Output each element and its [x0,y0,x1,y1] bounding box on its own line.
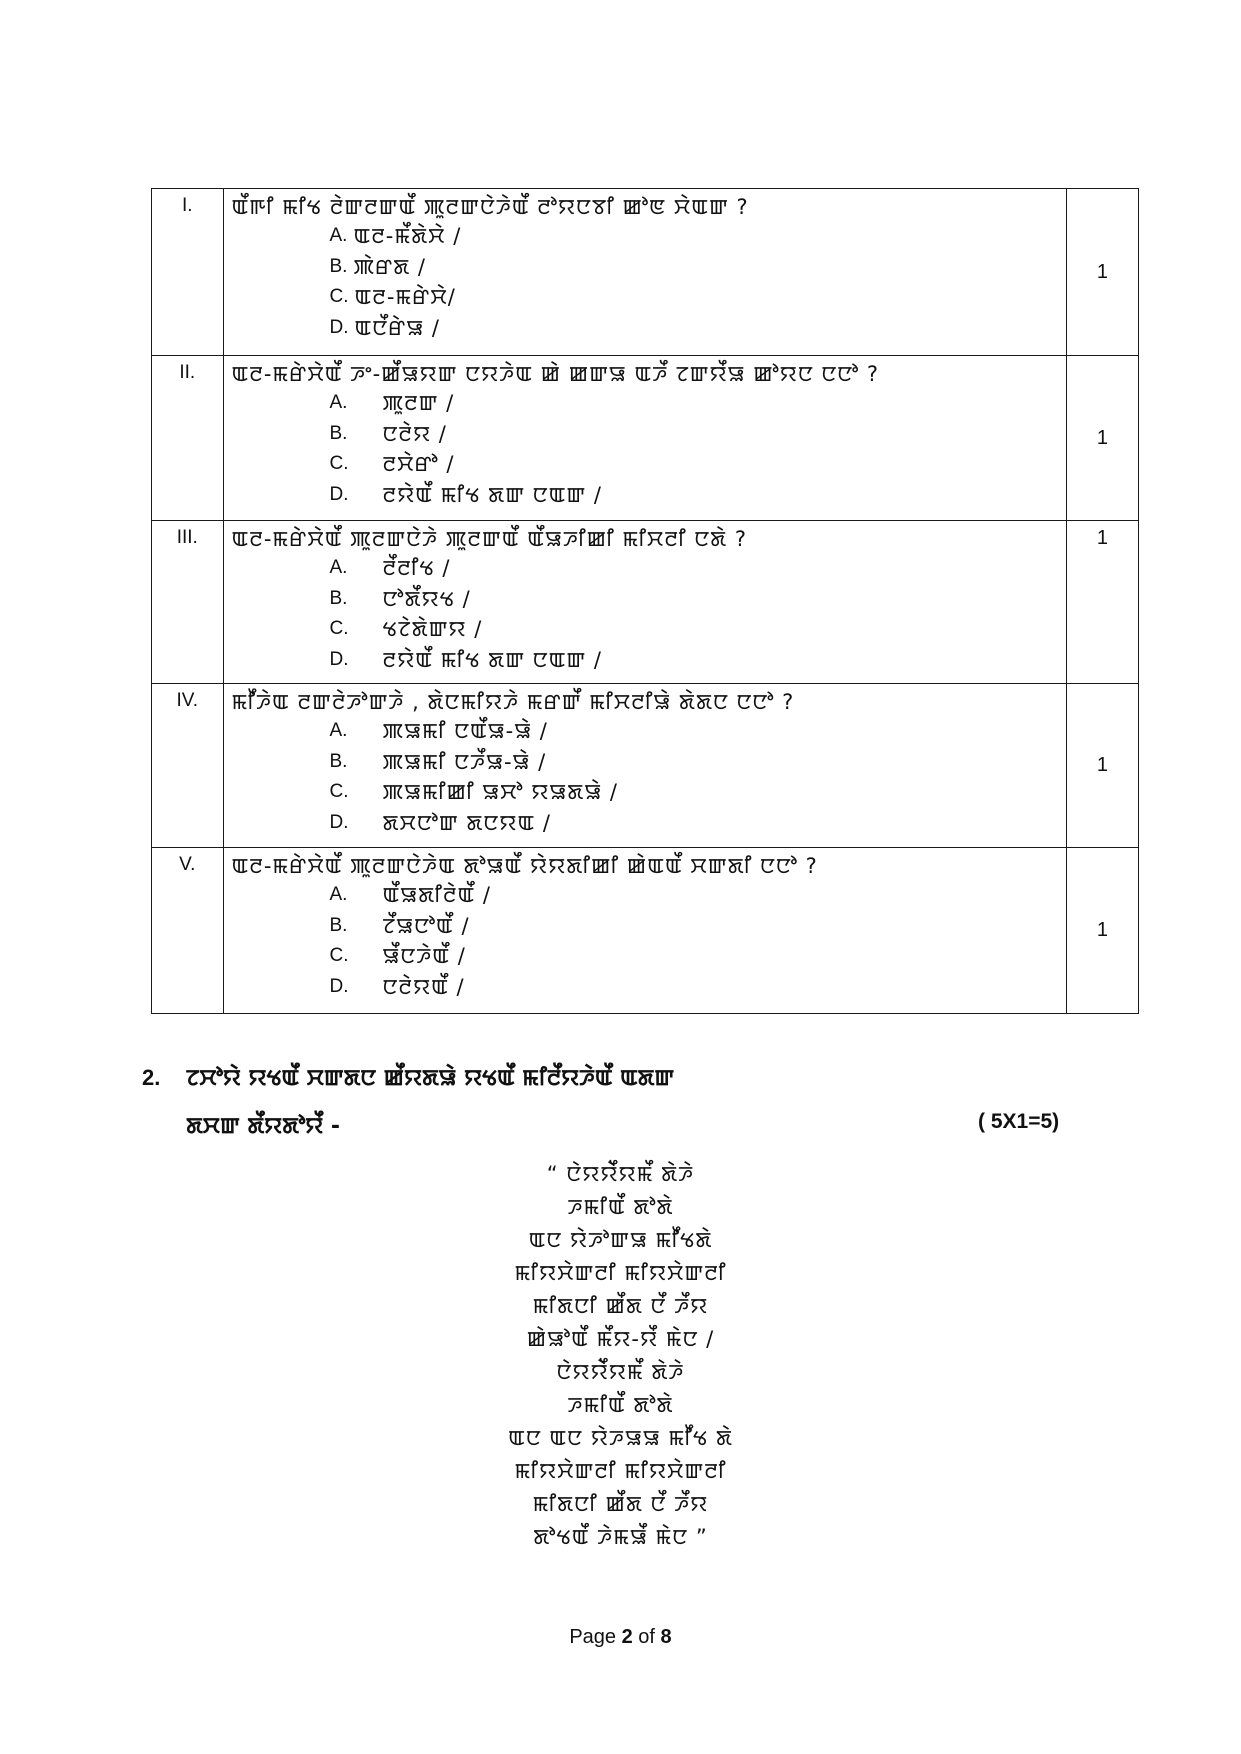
option-letter: D. [329,648,349,670]
answer-option [232,584,1066,615]
answer-option [232,313,1066,344]
question-2-number: 2. [142,1065,161,1090]
question-text: ꯑꯩꯒꯤ ꯃꯤꯠ ꯂꯥꯛꯂꯛꯑꯩ ꯄꯨꯂꯛꯅꯥꯍꯥꯑꯩ ꯂꯣꯌꯅꯕꯤ ꯀꯣꯟ ꯆꯥꯑꯛ ? [231,195,749,219]
question-marks: 1 [1066,848,1138,1014]
option-text: ꯗꯆꯅꯣꯛ ꯗꯅꯌꯑ / [382,810,551,835]
answer-option [232,808,1066,839]
option-letter: C. [329,618,349,639]
question-body [223,356,1066,521]
question-text: ꯃꯤꯩꯍꯥꯑ ꯂꯛꯂꯥꯍꯣꯛꯍꯥ , ꯗꯥꯅꯃꯤꯌꯍꯥ ꯃꯔꯛꯩ ꯃꯤꯆꯂꯤꯎꯥ ꯗꯥꯗꯅ ꯅꯅꯣ ? [231,690,795,714]
page-of-label: of [632,1626,661,1648]
question-text: ꯑꯂ-ꯃꯔꯥꯆꯥꯑꯩ ꯄꯨꯂꯛꯅꯥꯍꯥ ꯄꯨꯂꯛꯑꯩ ꯑꯩꯎꯍꯤꯀꯤ ꯃꯤꯆꯂꯤ ꯅꯗꯥ ? [231,527,748,551]
option-letter: C. [329,781,349,802]
option-text: ꯄꯎꯃꯤ ꯅꯍꯩꯎ-ꯎꯥ / [382,749,547,774]
question-marks: 1 [1066,521,1138,684]
question-body [223,848,1066,1014]
option-letter: A. [329,884,348,905]
page-footer [0,1626,1241,1649]
option-text: ꯂꯆꯥꯔꯣ / [382,452,455,476]
answer-option [232,716,1066,747]
answer-option [232,388,1066,419]
option-letter: D. [329,483,349,505]
question-marks: 1 [1066,684,1138,848]
option-text: ꯑꯂ-ꯃꯩꯗꯥꯆꯥ / [353,224,462,248]
option-text: ꯅꯣꯗꯩꯌꯠ / [382,586,471,611]
option-text: ꯑꯩꯎꯗꯤꯂꯥꯑꯩ / [382,883,491,907]
option-text: ꯅꯂꯥꯌ / [382,421,447,446]
option-letter: A. [329,225,348,246]
question-text: ꯑꯂ-ꯃꯔꯥꯆꯥꯑꯩ ꯄꯨꯂꯛꯅꯥꯍꯥꯑ ꯗꯣꯎꯑꯩ ꯌꯥꯌꯗꯤꯀꯤ ꯀꯥꯑꯑꯩ ꯆꯛꯗꯤ ꯅꯅꯣ ? [231,854,818,878]
question-row [152,356,1139,521]
answer-option [232,911,1066,942]
answer-option [232,553,1066,584]
poem-block [0,1158,1241,1554]
question-text: ꯑꯂ-ꯃꯔꯥꯆꯥꯑꯩ ꯍꯦ-ꯀꯩꯎꯌꯛ ꯅꯌꯍꯥꯑ ꯀꯥ ꯀꯛꯎ ꯑꯍꯩ ꯖꯛꯌꯩꯎ ꯀꯣꯌꯅ ꯅꯅꯣ ? [231,362,880,386]
poem-line: ꯍꯃꯤꯑꯩ ꯗꯣꯗꯥ [567,1393,674,1417]
answer-option [232,252,1066,283]
option-text: ꯄꯎꯃꯤꯀꯤ ꯎꯆꯣ ꯌꯎꯗꯎꯥ / [382,780,618,804]
option-letter: D. [329,975,349,997]
option-text: ꯎꯩꯅꯍꯥꯑꯩ / [382,944,466,968]
answer-option [232,221,1066,252]
poem-line: ꯑꯅ ꯌꯥꯍꯣꯛꯎ ꯃꯤꯩꯠꯗꯥ [528,1228,713,1252]
current-page: 2 [621,1626,633,1648]
option-text: ꯂꯩꯂꯤꯠ / [382,556,451,580]
question-row [152,189,1139,356]
questions-table [151,188,1139,1014]
answer-option [232,614,1066,645]
option-letter: D. [329,316,349,338]
question-number: III. [152,521,224,684]
option-letter: C. [329,286,349,307]
option-letter: C. [329,945,349,966]
question-2-line-2: ꯗꯆꯛ ꯗꯩꯌꯗꯣꯌꯩ - [186,1114,341,1139]
poem-line: ꯑꯅ ꯑꯅ ꯌꯥꯍꯎꯎ ꯃꯤꯩꯠ ꯗꯥ [508,1426,733,1450]
option-letter: A. [329,557,348,578]
option-text: ꯠꯖꯥꯗꯥꯛꯌ / [382,617,483,641]
poem-line: “ ꯅꯥꯌꯌꯥꯩꯌꯃꯩ ꯗꯥꯍꯥ [546,1162,695,1186]
option-text: ꯖꯩꯎꯅꯣꯑꯩ / [382,913,470,938]
question-marks: 1 [1066,189,1138,356]
answer-option [232,747,1066,778]
question-body [223,521,1066,684]
question-row [152,684,1139,848]
question-2-marks: ( 5X1=5) [978,1110,1060,1133]
option-text: ꯂꯌꯥꯑꯩ ꯃꯤꯠ ꯗꯛ ꯅꯑꯛ / [382,647,602,672]
option-text: ꯅꯂꯥꯌꯑꯩ / [382,974,465,999]
poem-line: ꯃꯤꯌꯆꯥꯛꯂꯤ ꯃꯤꯌꯆꯥꯛꯂꯤ [514,1459,727,1483]
question-row [152,521,1139,684]
option-text: ꯑꯅꯩꯔꯥꯎ / [354,315,440,340]
question-number: V. [152,848,224,1014]
poem-line: ꯍꯃꯤꯑꯩ ꯗꯣꯗꯥ [567,1195,674,1219]
total-pages: 8 [660,1626,672,1648]
answer-option [232,777,1066,808]
answer-option [232,941,1066,972]
option-text: ꯂꯌꯥꯑꯩ ꯃꯤꯠ ꯗꯛ ꯅꯑꯛ / [382,482,602,507]
question-2-line-1 [142,1062,674,1093]
option-letter: D. [329,811,349,833]
answer-option [232,419,1066,450]
poem-line: ꯃꯤꯌꯆꯥꯛꯂꯤ ꯃꯤꯌꯆꯥꯛꯂꯤ [514,1261,727,1285]
option-letter: B. [329,750,348,772]
option-letter: B. [329,255,348,277]
option-letter: A. [329,720,348,741]
poem-line: ꯅꯥꯌꯌꯥꯩꯌꯃꯩ ꯗꯥꯍꯥ [556,1360,685,1384]
question-marks: 1 [1066,356,1138,521]
poem-line: ꯃꯤꯗꯅꯤ ꯀꯩꯗ ꯅꯩ ꯍꯩꯌ [532,1492,709,1516]
option-text: ꯄꯥꯔꯗ / [353,254,427,279]
option-letter: B. [329,422,348,444]
option-letter: A. [329,392,348,413]
question-body [223,189,1066,356]
answer-option [232,880,1066,911]
page-label: Page [569,1626,622,1648]
option-text: ꯄꯨꯂꯛ / [382,391,455,415]
poem-line: ꯃꯤꯗꯅꯤ ꯀꯩꯗ ꯅꯩ ꯍꯩꯌ [532,1294,709,1318]
answer-option [232,449,1066,480]
question-number: I. [152,189,224,356]
option-letter: B. [329,587,348,609]
question-2-text: ꯖꯆꯣꯌꯥ ꯌꯠꯑꯩ ꯆꯛꯗꯅ ꯀꯩꯌꯗꯎꯥ ꯌꯠꯑꯩ ꯃꯤꯂꯩꯌꯍꯥꯑꯩ ꯑꯗꯛ [186,1066,675,1091]
option-text: ꯑꯂ-ꯃꯔꯥꯆꯥ/ [354,285,456,309]
answer-option [232,645,1066,676]
answer-option [232,282,1066,313]
poem-line: ꯀꯥꯎꯣꯑꯩ ꯃꯩꯌ-ꯌꯩ ꯃꯥꯅ / [526,1327,715,1351]
question-number: IV. [152,684,224,848]
option-text: ꯄꯎꯃꯤ ꯅꯑꯩꯎ-ꯎꯥ / [382,719,548,743]
question-number: II. [152,356,224,521]
option-letter: B. [329,914,348,936]
question-body [223,684,1066,848]
answer-option [232,480,1066,511]
poem-line: ꯗꯣꯠꯑꯩ ꯍꯥꯃꯎꯩ ꯃꯥꯅ ” [533,1525,708,1549]
option-letter: C. [329,453,349,474]
answer-option [232,972,1066,1003]
question-row [152,848,1139,1014]
